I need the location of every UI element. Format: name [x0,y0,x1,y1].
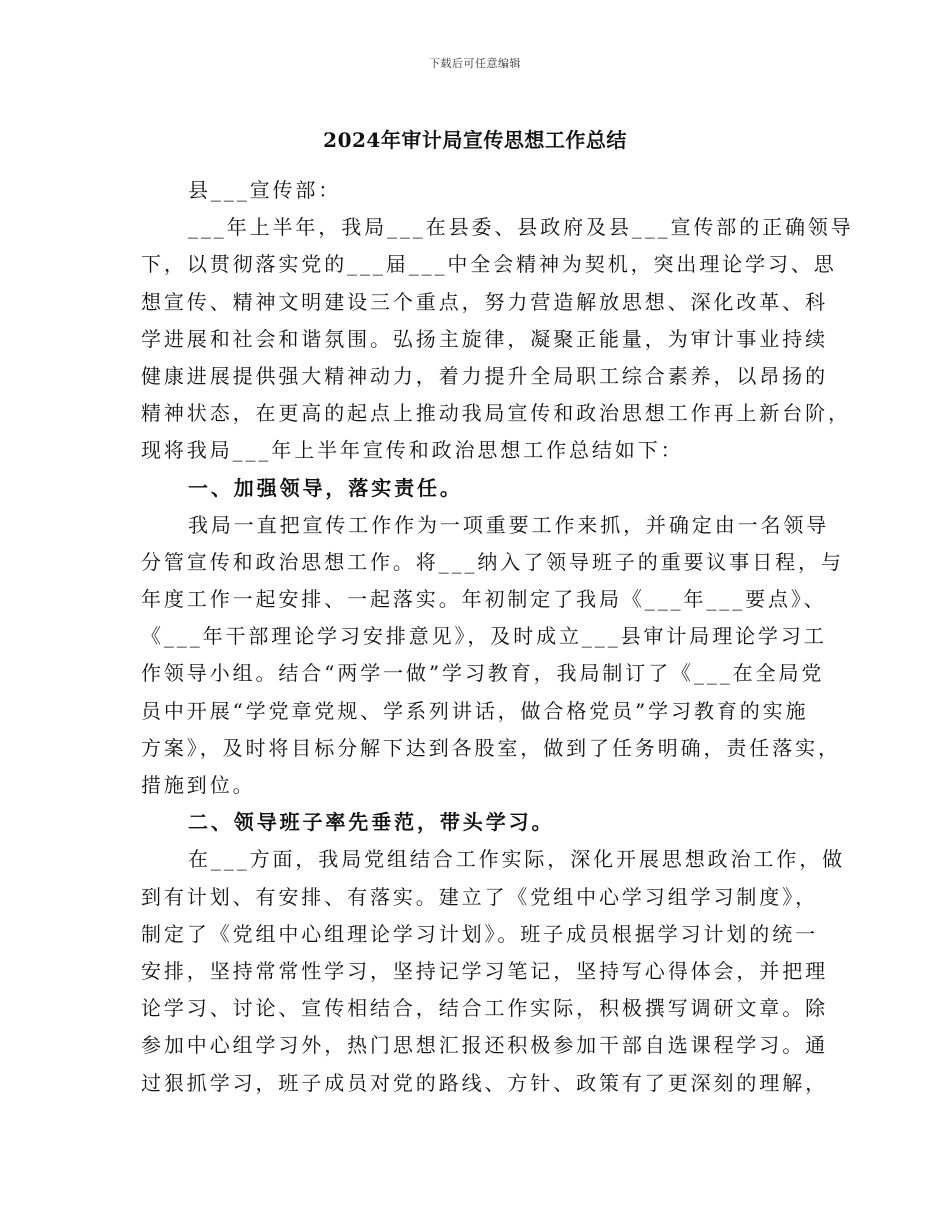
section-heading: 二、领导班子率先垂范，带头学习。 [188,810,555,835]
text-line: 到有计划、有安排、有落实。建立了《党组中心学习组学习制度》， [141,884,818,909]
section-heading: 一、加强领导，落实责任。 [188,475,463,500]
text-line: 在___方面，我局党组结合工作实际，深化开展思想政治工作，做 [188,847,845,872]
text-line: 我局一直把宣传工作作为一项重要工作来抓，并确定由一名领导 [188,512,830,537]
text-line: 作领导小组。结合“两学一做”学习教育，我局制订了《___在全局党 [141,661,825,686]
text-line: 精神状态，在更高的起点上推动我局宣传和政治思想工作再上新台阶， [141,401,851,426]
text-line: 员中开展“学党章党规、学系列讲话，做合格党员”学习教育的实施 [141,698,809,723]
text-line: 学进展和社会和谐氛围。弘扬主旋律，凝聚正能量，为审计事业持续 [141,326,828,351]
text-line: 分管宣传和政治思想工作。将___纳入了领导班子的重要议事日程，与 [141,549,844,574]
text-line: ___年上半年，我局___在县委、县政府及县___宣传部的正确领导 [188,215,854,240]
text-line: 论学习、讨论、宣传相结合，结合工作实际，积极撰写调研文章。除 [141,996,828,1021]
text-line: 安排，坚持常常性学习，坚持记学习笔记，坚持写心得体会，并把理 [141,958,828,983]
text-line: 过狠抓学习，班子成员对党的路线、方针、政策有了更深刻的理解， [141,1070,828,1095]
text-line: 健康进展提供强大精神动力，着力提升全局职工综合素养，以昂扬的 [141,363,828,388]
text-line: 参加中心组学习外，热门思想汇报还积极参加干部自选课程学习。通 [141,1033,828,1058]
text-line: 下，以贯彻落实党的___届___中全会精神为契机，突出理论学习、思 [141,252,837,277]
text-line: 方案》，及时将目标分解下达到各股室，做到了任务明确，责任落实， [141,735,841,760]
text-line: 措施到位。 [141,773,256,797]
text-line: 《___年干部理论学习安排意见》，及时成立___县审计局理论学习工 [141,624,827,649]
document-body [141,172,854,1102]
text-line: 县___宣传部： [188,178,342,202]
text-line: 年度工作一起安排、一起落实。年初制定了我局《___年___要点》、 [141,587,827,612]
text-line: 想宣传、精神文明建设三个重点，努力营造解放思想、深化改革、科 [141,289,828,314]
document-title: 2024年审计局宣传思想工作总结 [323,128,627,152]
page-header: 下载后可任意编辑 [429,57,521,70]
text-line: 制定了《党组中心组理论学习计划》。班子成员根据学习计划的统一 [141,921,818,946]
text-line: 现将我局___年上半年宣传和政治思想工作总结如下： [141,438,684,463]
